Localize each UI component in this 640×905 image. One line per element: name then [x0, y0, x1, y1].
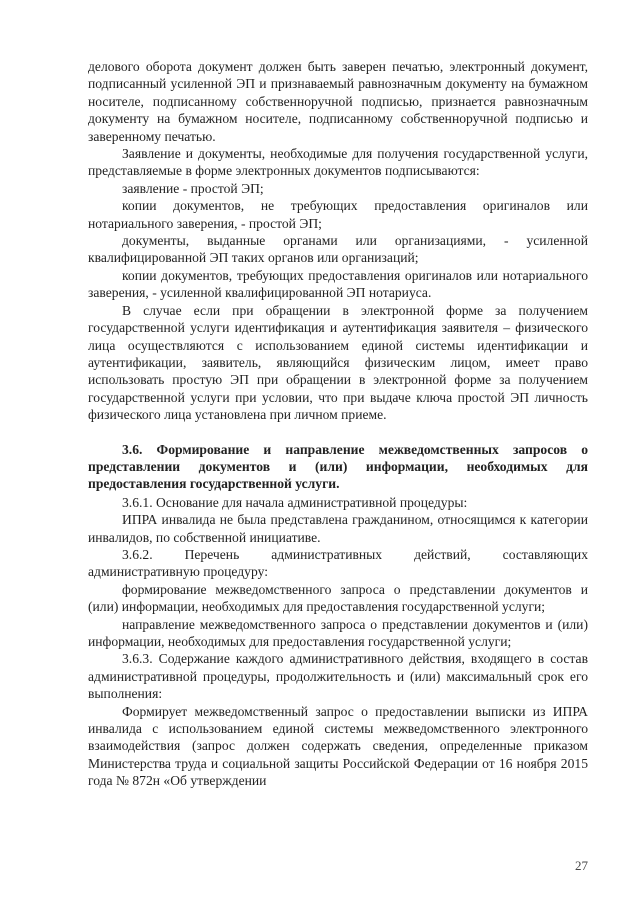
paragraph-identification: В случае если при обращении в электронной форме за получением государственной услуги идентификация и аутентификация заявителя – физического лица осуществляются с использованием единой системы идентификации и аутентификации, заявитель, являющийся физическим лицом, имеет право использовать простую ЭП при обращении в электронной форме за получением государственной услуги при условии, что при выдаче ключа простой ЭП личность физического лица установлена при личном приеме.: [88, 302, 588, 423]
list-item-issued-documents: документы, выданные органами или организациями, - усиленной квалифицированной ЭП таких органов или организаций;: [88, 233, 588, 266]
paragraph-actions-list: 3.6.2. Перечень административных действий, составляющих административную процедуру:: [88, 546, 588, 580]
paragraph-signing-intro: Заявление и документы, необходимые для получения государственной услуги, представляемые в форме электронных документов подписываются:: [88, 146, 588, 179]
paragraph-ipra: ИПРА инвалида не была представлена гражданином, относящимся к категории инвалидов, по собственной инициативе.: [88, 512, 588, 545]
page-number: 27: [575, 858, 588, 873]
paragraph-basis: 3.6.1. Основание для начала административной процедуры:: [122, 494, 468, 510]
document-body: [88, 58, 588, 790]
list-item-application: заявление - простой ЭП;: [122, 180, 264, 196]
paragraph-continuation: делового оборота документ должен быть заверен печатью, электронный документ, подписанный усиленной ЭП и признаваемый равнозначным документу на бумажном носителе, подписанному собственноручной подписью, признается равнозначным документу на бумажном носителе, подписанному собственноручной подписью и заверенному печатью.: [88, 59, 588, 144]
list-item-copies-notary: копии документов, требующих предоставления оригиналов или нотариального заверения, - усиленной квалифицированной ЭП нотариуса.: [88, 267, 588, 301]
paragraph-content-actions: 3.6.3. Содержание каждого административного действия, входящего в состав административной процедуры, продолжительность и (или) максимальный срок его выполнения:: [88, 651, 588, 702]
list-item-copies-simple: копии документов, не требующих предоставления оригиналов или нотариального заверения, - простой ЭП;: [88, 198, 588, 231]
list-item-forming-request: формирование межведомственного запроса о представлении документов и (или) информации, необходимых для предоставления государственной услуги;: [88, 581, 588, 615]
paragraph-forms-request: Формирует межведомственный запрос о предоставлении выписки из ИПРА инвалида с использованием единой системы межведомственного электронного взаимодействия (запрос должен содержать сведения, определенные приказом Министерства труда и социальной защиты Российской Федерации от 16 ноября 2015 года № 872н «Об утверждении: [88, 703, 588, 789]
list-item-sending-request: направление межведомственного запроса о представлении документов и (или) информации, необходимых для предоставления государственной услуги;: [88, 616, 588, 649]
section-heading: 3.6. Формирование и направление межведомственных запросов о представлении документов и (или) информации, необходимых для предоставления государственной услуги.: [88, 441, 588, 492]
